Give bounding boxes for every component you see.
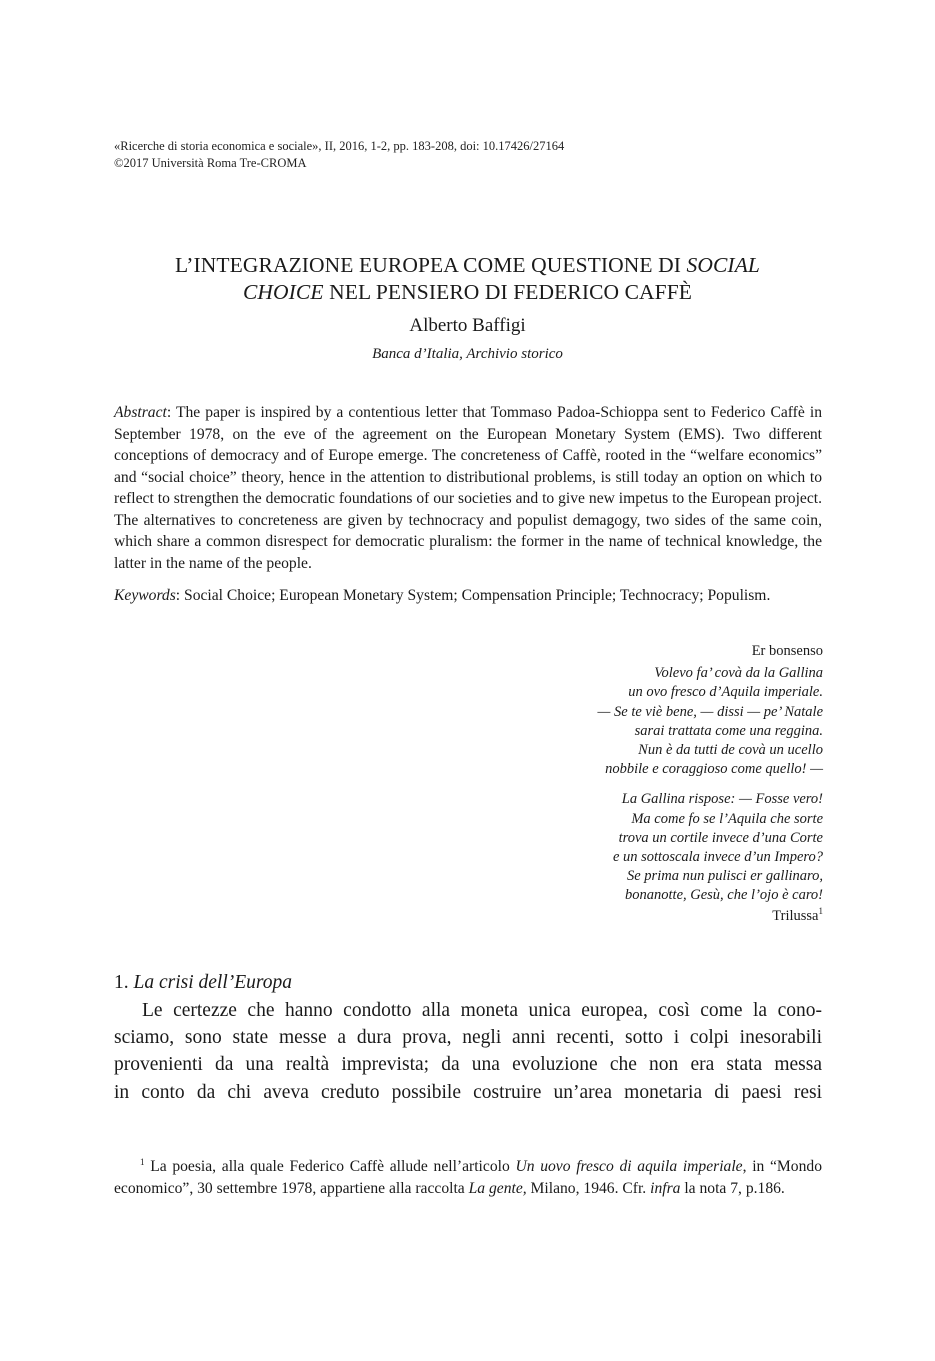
citation-line: «Ricerche di storia economica e sociale», II, 2016, 1-2, pp. 183-208, doi: 10.17426/27164	[114, 139, 565, 153]
poem-line: Nun è da tutti de covà un ucello	[638, 742, 823, 759]
abstract-label: Abstract	[114, 404, 167, 421]
body-line: sciamo, sono state messe a dura prova, negli anni recenti, sotto i colpi inesorabili	[114, 1027, 822, 1049]
section-number: 1.	[114, 972, 134, 993]
poem-line: — Se te viè bene, — dissi — pe’ Natale	[597, 703, 823, 720]
footnote-number: 1	[140, 1156, 145, 1167]
body-line: Le certezze che hanno condotto alla moneta unica europea, così come la cono-	[142, 1000, 822, 1021]
article-title	[90, 252, 845, 306]
abstract-text: : The paper is inspired by a contentious letter that Tommaso Padoa-Schioppa sent to Federico Caffè in September 1978, on the eve of the agreement on the European Monetary System (EMS). Two different conceptions of democracy and of Europe emerge. The concreteness of Caffè, rooted in the “welfare economics” and “social choice” theory, hence in the attention to distributional problems, is still today an option on which to reflect to strengthen the democratic foundations of our societies and to give new impetus to the European project. The alternatives to concreteness are given by technocracy and populist demagogy, two sides of the same coin, which share a common disrespect for democratic pluralism: the former in the name of technical knowledge, the latter in the name of the people.	[114, 404, 822, 572]
keywords-text: : Social Choice; European Monetary System; Compensation Principle; Technocracy; Populism.	[175, 587, 771, 604]
poem-line: trova un cortile invece d’una Corte	[618, 829, 823, 846]
poem-stanza-2	[423, 790, 823, 905]
epigraph-poem	[423, 642, 823, 926]
poem-line: La Gallina rispose: — Fosse vero!	[621, 791, 823, 808]
keywords	[114, 585, 822, 607]
poem-line: sarai trattata come una reggina.	[634, 722, 823, 739]
section-heading	[114, 972, 292, 994]
body-line: provenienti da una realtà imprevista; da una evoluzione che non era stata messa	[114, 1054, 822, 1076]
body-line: in conto da chi aveva creduto possibile costruire un’area monetaria di paesi resi	[114, 1081, 822, 1103]
author-affiliation: Banca d’Italia, Archivio storico	[372, 346, 563, 362]
poem-line: bonanotte, Gesù, che l’ojo è caro!	[625, 887, 823, 904]
body-paragraph	[114, 997, 822, 1106]
section-title: La crisi dell’Europa	[133, 972, 293, 993]
poem-stanza-1	[423, 664, 823, 779]
poem-line: nobbile e coraggioso come quello! —	[605, 761, 823, 778]
poem-title: Er bonsenso	[751, 643, 823, 659]
poem-line: Volevo fa’ covà da la Gallina	[654, 665, 823, 682]
poem-line: e un sottoscala invece d’un Impero?	[612, 849, 823, 866]
journal-header	[114, 138, 564, 172]
poem-author: Trilussa$^1$	[772, 905, 823, 924]
footnote-ref[interactable]: 1	[818, 905, 823, 916]
poem-line: Se prima nun pulisci er gallinaro,	[626, 868, 823, 885]
keywords-label: Keywords	[114, 587, 176, 604]
footnote: $^1$ La poesia, alla quale Federico Caffè allude nell’articolo Un uovo fresco di aquila imperiale, in “Mondo economico”, 30 settembre 1978, appartiene alla raccolta La gente, Milano, 1946. Cfr. infra la nota 7, p.186.	[114, 1156, 822, 1197]
title-line-1: L’INTEGRAZIONE EUROPEA COME QUESTIONE DI SOCIAL	[175, 253, 760, 277]
abstract	[114, 402, 822, 574]
poem-line: Ma come fo se l’Aquila che sorte	[631, 810, 823, 827]
title-line-2: CHOICE NEL PENSIERO DI FEDERICO CAFFÈ	[242, 280, 693, 304]
copyright-line: ©2017 Università Roma Tre-CROMA	[114, 156, 307, 170]
author-name: Alberto Baffigi	[409, 315, 526, 336]
poem-line: un ovo fresco d’Aquila imperiale.	[628, 684, 823, 701]
